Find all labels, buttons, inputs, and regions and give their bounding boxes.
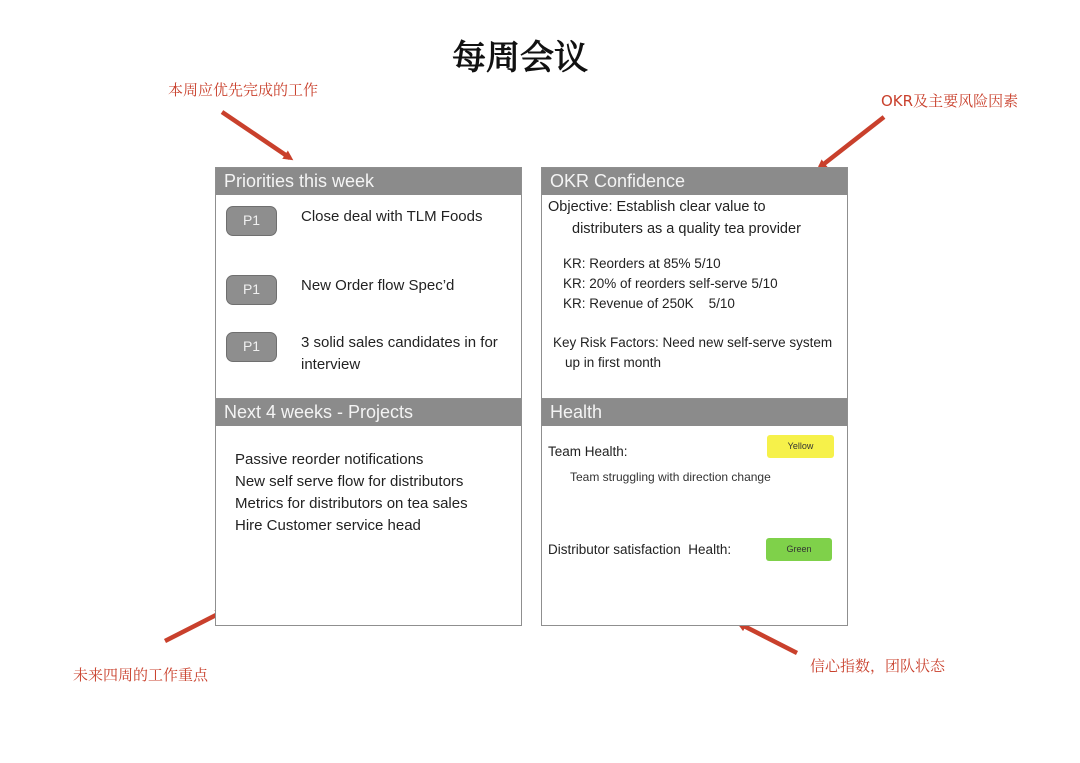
priority-text: New Order flow Spec’d xyxy=(301,277,455,294)
okr-panel xyxy=(541,167,848,399)
kr-list xyxy=(548,254,838,314)
annotation-okr: OKR及主要风险因素 xyxy=(881,92,1019,110)
priority-badge: P1 xyxy=(226,206,277,236)
project-item: Hire Customer service head xyxy=(235,517,421,534)
projects-panel xyxy=(215,398,522,626)
kr-item: KR: Revenue of 250K 5/10 xyxy=(563,296,735,311)
priority-item xyxy=(226,206,501,236)
health-panel xyxy=(541,398,848,626)
okr-body xyxy=(548,196,838,373)
arrow-priorities xyxy=(222,112,290,158)
project-item: Metrics for distributors on tea sales xyxy=(235,495,468,512)
priorities-panel xyxy=(215,167,522,399)
page-title: 每周会议 xyxy=(452,38,588,78)
priorities-header: Priorities this week xyxy=(216,168,521,195)
project-item: Passive reorder notifications xyxy=(235,451,424,468)
annotation-priorities: 本周应优先完成的工作 xyxy=(168,81,319,99)
projects-list xyxy=(235,449,505,537)
annotation-projects: 未来四周的工作重点 xyxy=(73,666,209,684)
key-risk-factors: Key Risk Factors: Need new self-serve system up in first month xyxy=(553,335,833,370)
distributor-health-status-badge: Green xyxy=(766,538,832,561)
team-health-note: Team struggling with direction change xyxy=(570,470,771,484)
project-item: New self serve flow for distributors xyxy=(235,473,464,490)
kr-item: KR: 20% of reorders self-serve 5/10 xyxy=(563,276,778,291)
projects-header: Next 4 weeks - Projects xyxy=(216,399,521,426)
priority-badge: P1 xyxy=(226,275,277,305)
priority-badge: P1 xyxy=(226,332,277,362)
priority-text: 3 solid sales candidates in for interview xyxy=(301,334,498,373)
arrow-health xyxy=(740,624,797,653)
annotation-health: 信心指数，团队状态 xyxy=(810,657,946,675)
priority-text: Close deal with TLM Foods xyxy=(301,208,483,225)
distributor-health-label: Distributor satisfaction Health: xyxy=(548,542,732,557)
health-header: Health xyxy=(542,399,847,426)
team-health-label: Team Health: xyxy=(548,444,628,459)
priority-item xyxy=(226,275,501,305)
priority-item xyxy=(226,332,501,376)
arrow-okr xyxy=(820,117,884,167)
arrow-projects xyxy=(165,612,222,641)
okr-objective: Objective: Establish clear value to distributers as a quality tea provider xyxy=(548,199,801,237)
team-health-status-badge: Yellow xyxy=(767,435,834,458)
kr-item: KR: Reorders at 85% 5/10 xyxy=(563,256,721,271)
okr-header: OKR Confidence xyxy=(542,168,847,195)
